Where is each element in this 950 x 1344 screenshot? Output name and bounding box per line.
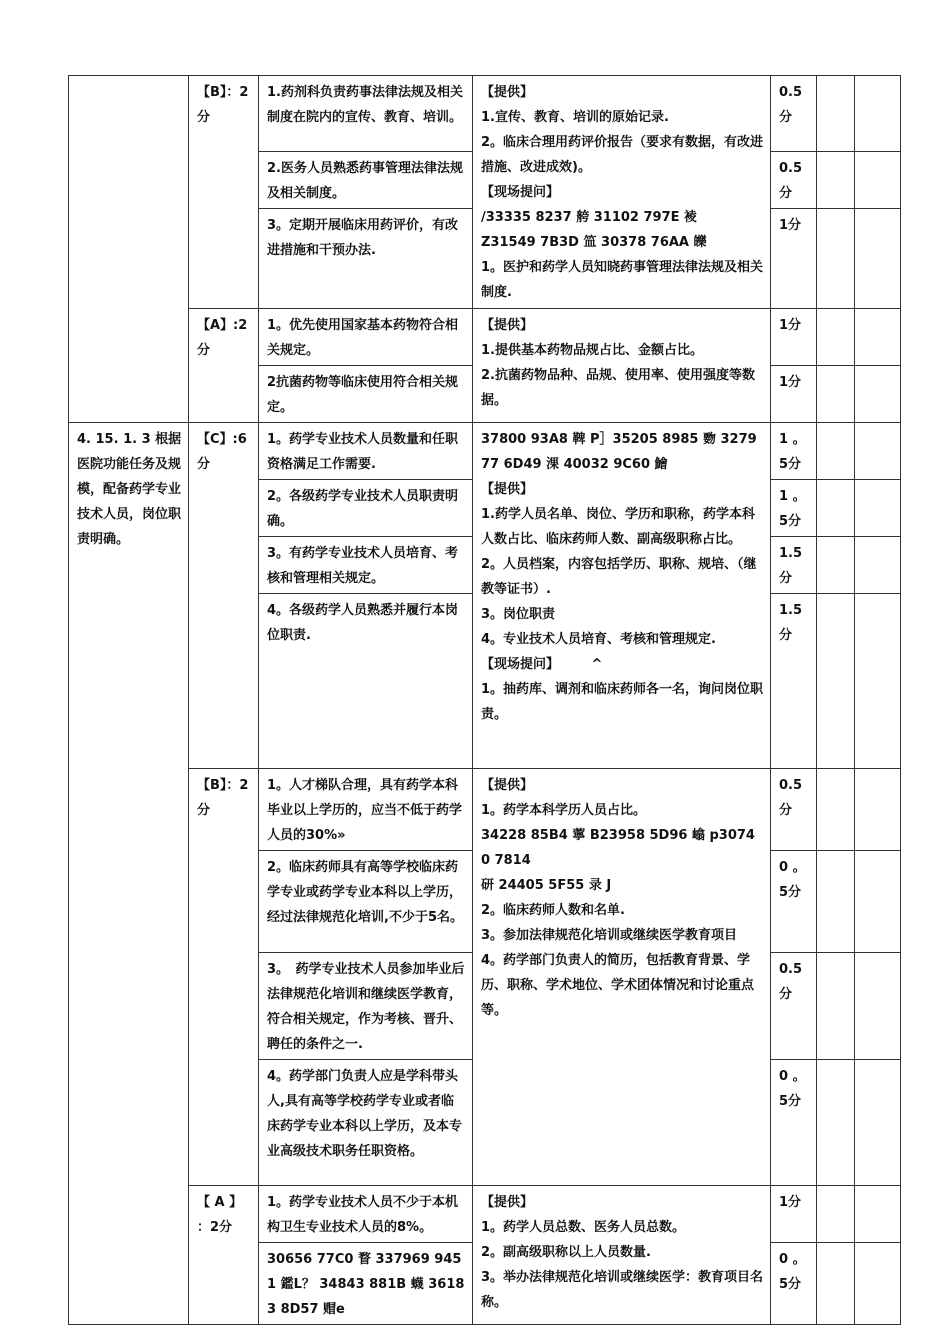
criterion-cell: 1.药剂科负责药事法律法规及相关制度在院内的宣传、教育、培训。 [259,76,473,152]
blank-cell [855,76,901,152]
criterion-cell: 1。药学专业技术人员不少于本机构卫生专业技术人员的8%。 [259,1186,473,1243]
blank-cell [817,953,855,1060]
blank-cell [817,480,855,537]
blank-cell [855,423,901,480]
score-cell: 0 。 5分 [771,1243,817,1325]
blank-cell [855,1243,901,1325]
score-cell: 1.5 分 [771,537,817,594]
blank-cell [855,1060,901,1186]
blank-cell [817,769,855,851]
evidence-cell: 【提供】 1。药学本科学历人员占比。 34228 85B4 薴 B23958 5D96 嶖 p30740 7814 研 24405 5F55 录 J 2。临床药师人数和名单. 3。参加法律规范化培训或继续医学教育项目 4。药学部门负责人的简历，包括教育背景、学历、职称、学术地位、学术团体情况和讨论重点等。 [473,769,771,1186]
standard-cell: 4. 15. 1. 3 根据医院功能任务及规模，配备药学专业技术人员，岗位职责明确。 [69,423,189,1325]
standard-cell [69,76,189,423]
score-cell: 1分 [771,1186,817,1243]
level-cell: 【 A 】 ：2分 [189,1186,259,1325]
blank-cell [817,366,855,423]
criterion-cell: 1。优先使用国家基本药物符合相关规定。 [259,309,473,366]
blank-cell [817,76,855,152]
blank-cell [817,851,855,953]
blank-cell [817,1060,855,1186]
level-cell: 【B】：2分 [189,76,259,309]
blank-cell [855,851,901,953]
criterion-cell: 2抗菌药物等临床使用符合相关规定。 [259,366,473,423]
level-cell: 【A】:2 分 [189,309,259,423]
evidence-cell: 【提供】 1.宣传、教育、培训的原始记录. 2。临床合理用药评价报告（要求有数据，有改进措施、改进成效)。 【现场提问】 /33335 8237 舿 31102 797E 裬 Z31549 7B3D 笽 30378 76AA 皪 1。医护和药学人员知晓药事管理法律法规及相关制度. [473,76,771,309]
criterion-cell: 1。人才梯队合理，具有药学本科毕业以上学历的，应当不低于药学人员的30%» [259,769,473,851]
evidence-cell: 37800 93A8 鞞 P］35205 8985 覅 327977 6D49 淉 40032 9C60 鱠 【提供】 1.药学人员名单、岗位、学历和职称，药学本科人数占比、临床药师人数、副高级职称占比。 2。人员档案，内容包括学历、职称、规培、（继教等证书）. 3。岗位职责 4。专业技术人员培育、考核和管理规定. 【现场提问】 ^ 1。抽药库、调剂和临床药师各一名，询问岗位职责。 [473,423,771,769]
blank-cell [855,537,901,594]
blank-cell [855,309,901,366]
criterion-cell: 4。各级药学人员熟悉并履行本岗位职责. [259,594,473,769]
criterion-cell: 3。有药学专业技术人员培育、考核和管理相关规定。 [259,537,473,594]
criterion-cell: 2.医务人员熟悉药事管理法律法规及相关制度。 [259,152,473,209]
blank-cell [817,594,855,769]
score-cell: 0.5 分 [771,76,817,152]
blank-cell [817,152,855,209]
blank-cell [817,309,855,366]
criterion-cell: 2。各级药学专业技术人员职责明确。 [259,480,473,537]
level-cell: 【C】:6 分 [189,423,259,769]
blank-cell [817,1243,855,1325]
criterion-cell: 3。 药学专业技术人员参加毕业后法律规范化培训和继续医学教育，符合相关规定，作为考核、晋升、聘任的条件之一. [259,953,473,1060]
blank-cell [817,537,855,594]
criterion-cell: 30656 77C0 瞀 337969 9451 鑑L？ 34843 881B 蠛 36183 8D57 赗e [259,1243,473,1325]
blank-cell [855,594,901,769]
criterion-cell: 3。定期开展临床用药评价，有改进措施和干预办法. [259,209,473,309]
score-cell: 0 。 5分 [771,851,817,953]
blank-cell [817,1186,855,1243]
blank-cell [855,152,901,209]
blank-cell [855,480,901,537]
score-cell: 1 。 5分 [771,480,817,537]
blank-cell [855,953,901,1060]
blank-cell [855,769,901,851]
blank-cell [817,423,855,480]
level-cell: 【B】：2分 [189,769,259,1186]
score-cell: 1分 [771,209,817,309]
evidence-cell: 【提供】 1.提供基本药物品规占比、金额占比。 2.抗菌药物品种、品规、使用率、使用强度等数据。 [473,309,771,423]
blank-cell [855,209,901,309]
score-cell: 0.5 分 [771,953,817,1060]
score-cell: 1 。 5分 [771,423,817,480]
standards-table [68,75,901,1325]
score-cell: 1分 [771,309,817,366]
blank-cell [855,366,901,423]
criterion-cell: 1。药学专业技术人员数量和任职资格满足工作需要. [259,423,473,480]
criterion-cell: 2。临床药师具有高等学校临床药学专业或药学专业本科以上学历，经过法律规范化培训,不少于5名。 [259,851,473,953]
criterion-cell: 4。药学部门负责人应是学科带头人,具有高等学校药学专业或者临床药学专业本科以上学历，及本专业高级技术职务任职资格。 [259,1060,473,1186]
score-cell: 0 。 5分 [771,1060,817,1186]
score-cell: 0.5 分 [771,152,817,209]
blank-cell [817,209,855,309]
score-cell: 1.5 分 [771,594,817,769]
score-cell: 1分 [771,366,817,423]
score-cell: 0.5 分 [771,769,817,851]
blank-cell [855,1186,901,1243]
evidence-cell: 【提供】 1。药学人员总数、医务人员总数。 2。副高级职称以上人员数量. 3。举办法律规范化培训或继续医学：教育项目名称。 [473,1186,771,1325]
